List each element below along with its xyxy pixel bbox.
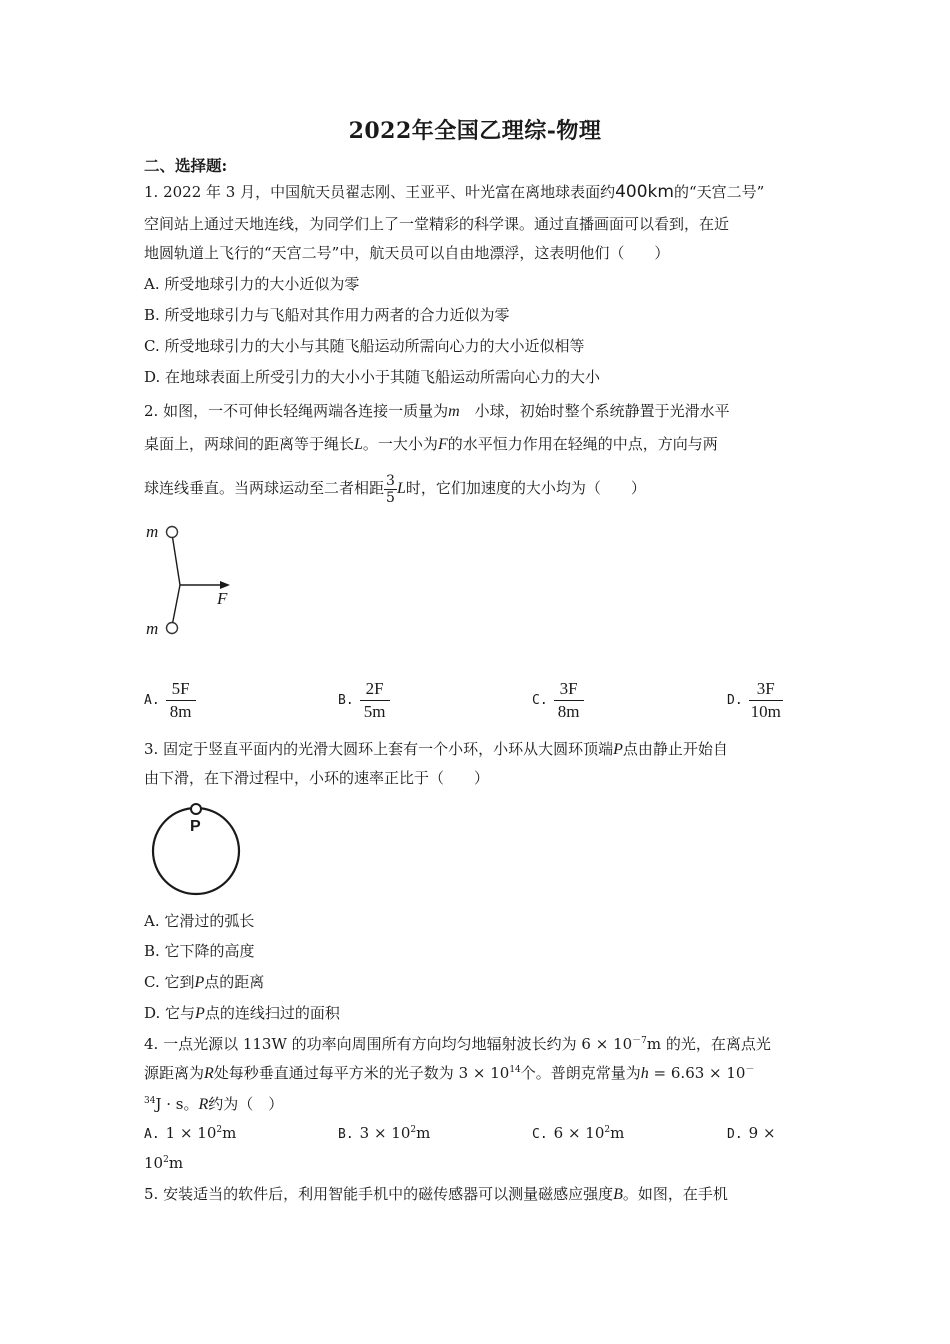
q4-choice-a	[144, 1124, 236, 1142]
q4-exponent: 14	[509, 1065, 521, 1075]
q4-stem-line2	[144, 1063, 814, 1084]
q1-stem-line1	[144, 182, 814, 202]
q2-var-m: m	[448, 403, 460, 420]
q1-stem-line3: 地圆轨道上飞行的“天宫二号”中，航天员可以自由地漂浮，这表明他们（ ）	[144, 244, 670, 262]
q2-figure-label-m-top: m	[146, 522, 159, 541]
q4-text: = 6.63 × 10	[648, 1064, 746, 1082]
ball-top	[167, 527, 178, 538]
q1-stem-line2: 空间站上通过天地连线，为同学们上了一堂精彩的科学课。通过直播画面可以看到，在近	[144, 215, 730, 233]
q3-figure-label-p: P	[190, 818, 201, 835]
q4-text: 处每秒垂直通过每平方米的光子数为 3 × 10	[213, 1064, 510, 1082]
q3-text: 点由静止开始自	[622, 740, 728, 758]
q4-text: 源距离为	[144, 1064, 205, 1082]
fraction-denominator: 8m	[169, 702, 192, 721]
choice-label: B.	[338, 1126, 354, 1142]
page-title: 2022年全国乙理综-物理	[348, 118, 602, 144]
choice-exponent: 2	[604, 1125, 611, 1135]
choice-label: B.	[338, 693, 354, 708]
small-ring	[191, 804, 201, 814]
q3-option-a	[144, 911, 814, 931]
choice-fraction	[360, 678, 390, 723]
q2-stem-line1	[144, 401, 814, 422]
q3-stem-line1	[144, 739, 814, 760]
q2-stem-line2	[144, 434, 814, 455]
q4-exponent: －7	[632, 1036, 647, 1046]
q4-text: m 的光，在离点光	[646, 1035, 771, 1053]
q3-var-p: P	[194, 974, 205, 991]
q2-var-l: L	[396, 480, 406, 497]
q1-option-c: C. 所受地球引力的大小与其随飞船运动所需向心力的大小近似相等	[144, 337, 585, 355]
choice-base: 1 × 10	[165, 1124, 217, 1142]
q1-distance: 400km	[615, 182, 674, 202]
choice-base: 10	[144, 1154, 164, 1172]
fraction-numerator: 3F	[554, 678, 584, 701]
choice-base: 6 × 10	[553, 1124, 605, 1142]
q4-text: 个。普朗克常量为	[520, 1064, 641, 1082]
q2-fraction-denominator: 5	[386, 489, 395, 506]
q1-option-a: A. 所受地球引力的大小近似为零	[144, 275, 360, 293]
q4-stem-line1	[144, 1034, 814, 1054]
q3-var-p: P	[195, 1005, 205, 1022]
q5-stem-line1	[144, 1184, 814, 1205]
section-heading: 二、选择题:	[144, 156, 228, 175]
q4-var-h: h	[640, 1065, 649, 1082]
choice-unit: m	[610, 1124, 625, 1142]
q1-text: 1. 2022 年 3 月，中国航天员翟志刚、王亚平、叶光富在离地球表面约	[144, 183, 616, 201]
option-text: D. 它与	[144, 1004, 196, 1022]
q4-choice-d	[727, 1124, 776, 1142]
fraction-numerator: 5F	[166, 678, 196, 701]
q2-fraction	[384, 473, 397, 506]
option-text: 点的距离	[204, 973, 265, 991]
q2-text: 小球，初始时整个系统静置于光滑水平	[459, 402, 730, 420]
q2-text: 的水平恒力作用在轻绳的中点，方向与两	[447, 435, 718, 453]
q2-choice-b	[338, 678, 390, 723]
q2-var-l: L	[354, 436, 363, 453]
choice-label: C.	[532, 1126, 548, 1142]
option-text: 点的连线扫过的面积	[204, 1004, 340, 1022]
q4-choice-c	[532, 1124, 624, 1142]
choice-label: A.	[144, 693, 160, 708]
choice-label: D.	[727, 1126, 743, 1142]
q4-choice-d-wrap	[144, 1153, 814, 1173]
q2-stem-line3	[144, 468, 814, 509]
fraction-denominator: 8m	[557, 702, 580, 721]
q1-option-b: B. 所受地球引力与飞船对其作用力两者的合力近似为零	[144, 306, 510, 324]
q3-option-c	[144, 972, 814, 993]
choice-exponent: 2	[163, 1155, 169, 1165]
fraction-denominator: 5m	[363, 702, 386, 721]
q2-choice-a	[144, 678, 196, 723]
q4-text: 4. 一点光源以 113W 的功率向周围所有方向均匀地辐射波长约为 6 × 10	[144, 1035, 633, 1053]
fraction-numerator: 3F	[749, 678, 783, 701]
option-text: A. 它滑过的弧长	[144, 912, 255, 930]
fraction-denominator: 10m	[750, 702, 781, 721]
q3-option-b	[144, 941, 814, 961]
q5-text: 5. 安装适当的软件后，利用智能手机中的磁传感器可以测量磁感应强度	[144, 1185, 614, 1203]
q2-text: 桌面上，两球间的距离等于绳长	[144, 435, 355, 453]
q4-text: 约为（ ）	[208, 1095, 284, 1113]
choice-label: C.	[532, 693, 548, 708]
q3-option-d	[144, 1003, 814, 1024]
q3-figure	[144, 797, 248, 901]
choice-exponent: 2	[216, 1125, 223, 1135]
q2-choice-d	[727, 678, 783, 723]
option-text: C. 它到	[144, 973, 195, 991]
choice-exponent: 2	[410, 1125, 417, 1135]
q2-figure-label-f: F	[217, 589, 228, 608]
q4-exponent: －	[745, 1065, 755, 1075]
q4-text: J · s。	[155, 1095, 199, 1113]
choice-fraction	[166, 678, 196, 723]
q4-var-r: R	[198, 1096, 209, 1113]
q2-text: 球连线垂直。当两球运动至二者相距	[144, 479, 385, 497]
q2-choice-c	[532, 678, 584, 723]
q3-stem-line2: 由下滑，在下滑过程中，小环的速率正比于（ ）	[144, 769, 490, 787]
ball-bottom	[167, 623, 178, 634]
q2-text: 时，它们加速度的大小均为（ ）	[405, 479, 646, 497]
q4-choice-b	[338, 1124, 430, 1142]
q2-var-f: F	[437, 436, 448, 453]
rope-upper	[172, 534, 180, 585]
q3-text: 3. 固定于竖直平面内的光滑大圆环上套有一个小环，小环从大圆环顶端	[144, 740, 614, 758]
q5-text: 。如图，在手机	[622, 1185, 728, 1203]
choice-unit: m	[168, 1154, 184, 1172]
choice-label: D.	[727, 693, 743, 708]
q4-exponent: 34	[144, 1096, 156, 1106]
choice-fraction	[554, 678, 584, 723]
q1-text: 的“天宫二号”	[673, 183, 765, 201]
rope-lower	[172, 585, 180, 626]
choice-unit: m	[416, 1124, 431, 1142]
fraction-numerator: 2F	[360, 678, 390, 701]
q3-var-p: P	[613, 741, 623, 758]
choice-fraction	[749, 678, 783, 723]
q2-figure-label-m-bottom: m	[146, 619, 159, 638]
q2-text: 。一大小为	[362, 435, 438, 453]
force-arrow-head	[220, 581, 230, 589]
q1-option-d: D. 在地球表面上所受引力的大小小于其随飞船运动所需向心力的大小	[144, 368, 601, 386]
choice-base: 9 ×	[748, 1124, 776, 1142]
q4-stem-line3	[144, 1094, 814, 1115]
option-text: B. 它下降的高度	[144, 942, 255, 960]
choice-base: 3 × 10	[359, 1124, 411, 1142]
q2-fraction-numerator: 3	[386, 472, 395, 489]
q5-var-b: B	[613, 1186, 623, 1203]
choice-label: A.	[144, 1126, 160, 1142]
q4-var-r: R	[204, 1065, 214, 1082]
q2-text: 2. 如图，一不可伸长轻绳两端各连接一质量为	[144, 402, 449, 420]
choice-unit: m	[222, 1124, 237, 1142]
